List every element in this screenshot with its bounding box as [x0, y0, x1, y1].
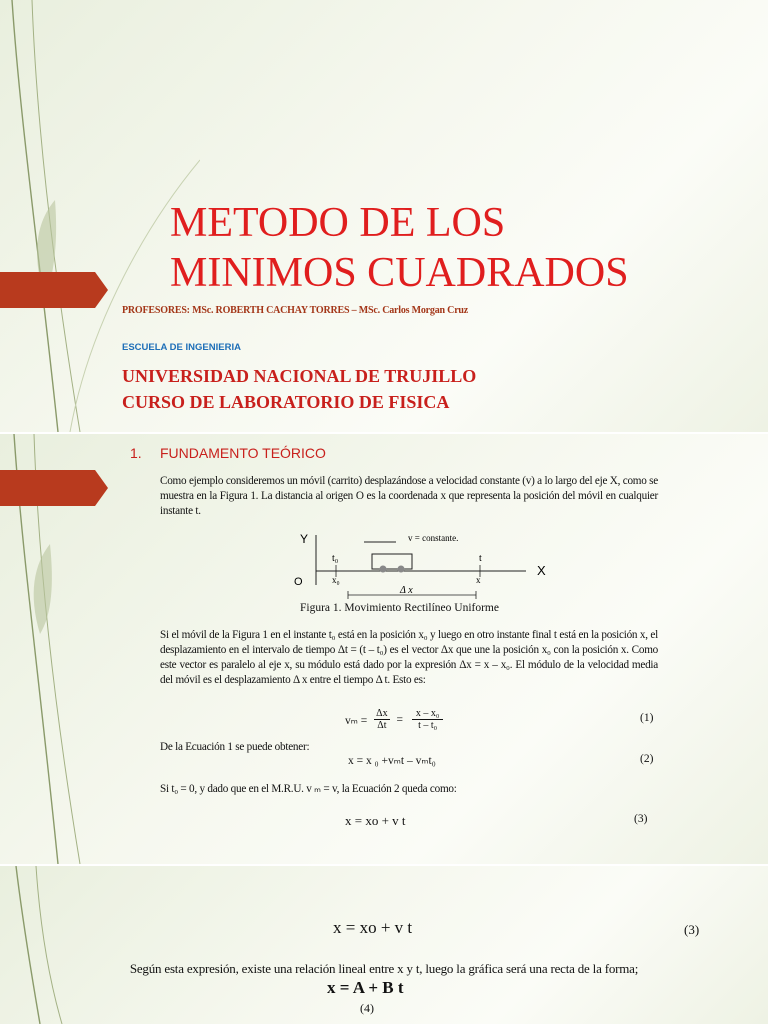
cart-body — [372, 554, 412, 569]
displacement-paragraph: Si el móvil de la Figura 1 en el instante t₀ está en la posición x₀ y luego en otro instante final t está en la posición x, el desplazamiento en el intervalo de tiempo Δt = (t – t₀) es el vector Δx que une la posición x₀ con la posición x. Como este vector es paralelo al eje x, su módulo está dado por la expresión Δx = x – x₀. El módulo de la velocidad media del móvil es el desplazamiento Δ x entre el tiempo Δ t. Esto es: — [160, 629, 658, 686]
equation-2-number: (2) — [640, 753, 654, 765]
professors-line: PROFESORES: MSc. ROBERTH CACHAY TORRES – MSc. Carlos Morgan Cruz — [122, 305, 469, 316]
section-title: FUNDAMENTO TEÓRICO — [160, 445, 326, 461]
eq1-denominator: t – t₀ — [418, 720, 438, 731]
university-block — [122, 363, 476, 415]
intro-paragraph: Como ejemplo consideremos un móvil (carrito) desplazándose a velocidad constante (v) a lo largo del eje X, como se muestra en la Figura 1. La distancia al origen O es la coordenada x que representa la posición del móvil en cualquier instante t. — [160, 475, 658, 517]
equation-4: x = A + B t — [327, 978, 404, 997]
x0-label: x₀ — [332, 575, 340, 585]
equation-1 — [345, 708, 443, 731]
eq3-intro: Si t₀ = 0, y dado que en el M.R.U. v ₘ = v, la Ecuación 2 queda como: — [160, 783, 457, 795]
figure-caption: Figura 1. Movimiento Rectilíneo Uniforme — [300, 602, 499, 614]
delta-x-label: Δ x — [400, 585, 413, 596]
t-label: t — [479, 553, 482, 564]
equation-3: x = xo + v t — [345, 813, 406, 828]
origin-label: O — [294, 576, 303, 588]
eq1-numerator: x – x₀ — [412, 708, 444, 720]
cart-wheel — [398, 566, 405, 573]
cart-wheel — [380, 566, 387, 573]
equation-2: x = x ₀ +vₘt – vₘt₀ — [348, 755, 436, 767]
school-label: ESCUELA DE INGENIERIA — [122, 342, 241, 353]
t0-label: t₀ — [332, 553, 339, 564]
title-slide — [0, 0, 768, 432]
section-number: 1. — [130, 445, 142, 461]
page-title — [170, 198, 730, 298]
x-label: x — [476, 575, 481, 585]
university-name: UNIVERSIDAD NACIONAL DE TRUJILLO — [122, 366, 477, 386]
section-tab — [0, 470, 108, 506]
eq1-denominator: Δt — [377, 720, 387, 731]
title-line: MINIMOS CUADRADOS — [170, 250, 629, 296]
equation-3-number: (3) — [634, 813, 648, 825]
equation-4-number: (4) — [360, 1001, 374, 1015]
eq1-equals: = — [396, 713, 403, 726]
x-axis-label: X — [537, 563, 546, 578]
eq2-intro: De la Ecuación 1 se puede obtener: — [160, 741, 310, 753]
equation-3-repeat-number: (3) — [684, 922, 700, 937]
y-axis-label: Y — [300, 532, 309, 546]
equation-1-number: (1) — [640, 712, 654, 724]
eq1-numerator: Δx — [376, 708, 388, 719]
decorative-stems — [0, 866, 200, 1024]
figure-1-diagram — [290, 525, 560, 601]
linear-relation-text: Según esta expresión, existe una relación lineal entre x y t, luego la gráfica será una recta de la forma; — [129, 961, 639, 976]
linear-relation-slide — [0, 866, 768, 1024]
title-line: METODO DE LOS — [170, 200, 506, 246]
velocity-note: v = constante. — [408, 533, 459, 543]
equation-3-repeat: x = xo + v t — [333, 918, 413, 937]
eq1-lhs: vₘ = — [345, 714, 368, 727]
course-name: CURSO DE LABORATORIO DE FISICA — [122, 392, 450, 412]
section-heading — [130, 445, 326, 461]
section-tab — [0, 272, 108, 308]
